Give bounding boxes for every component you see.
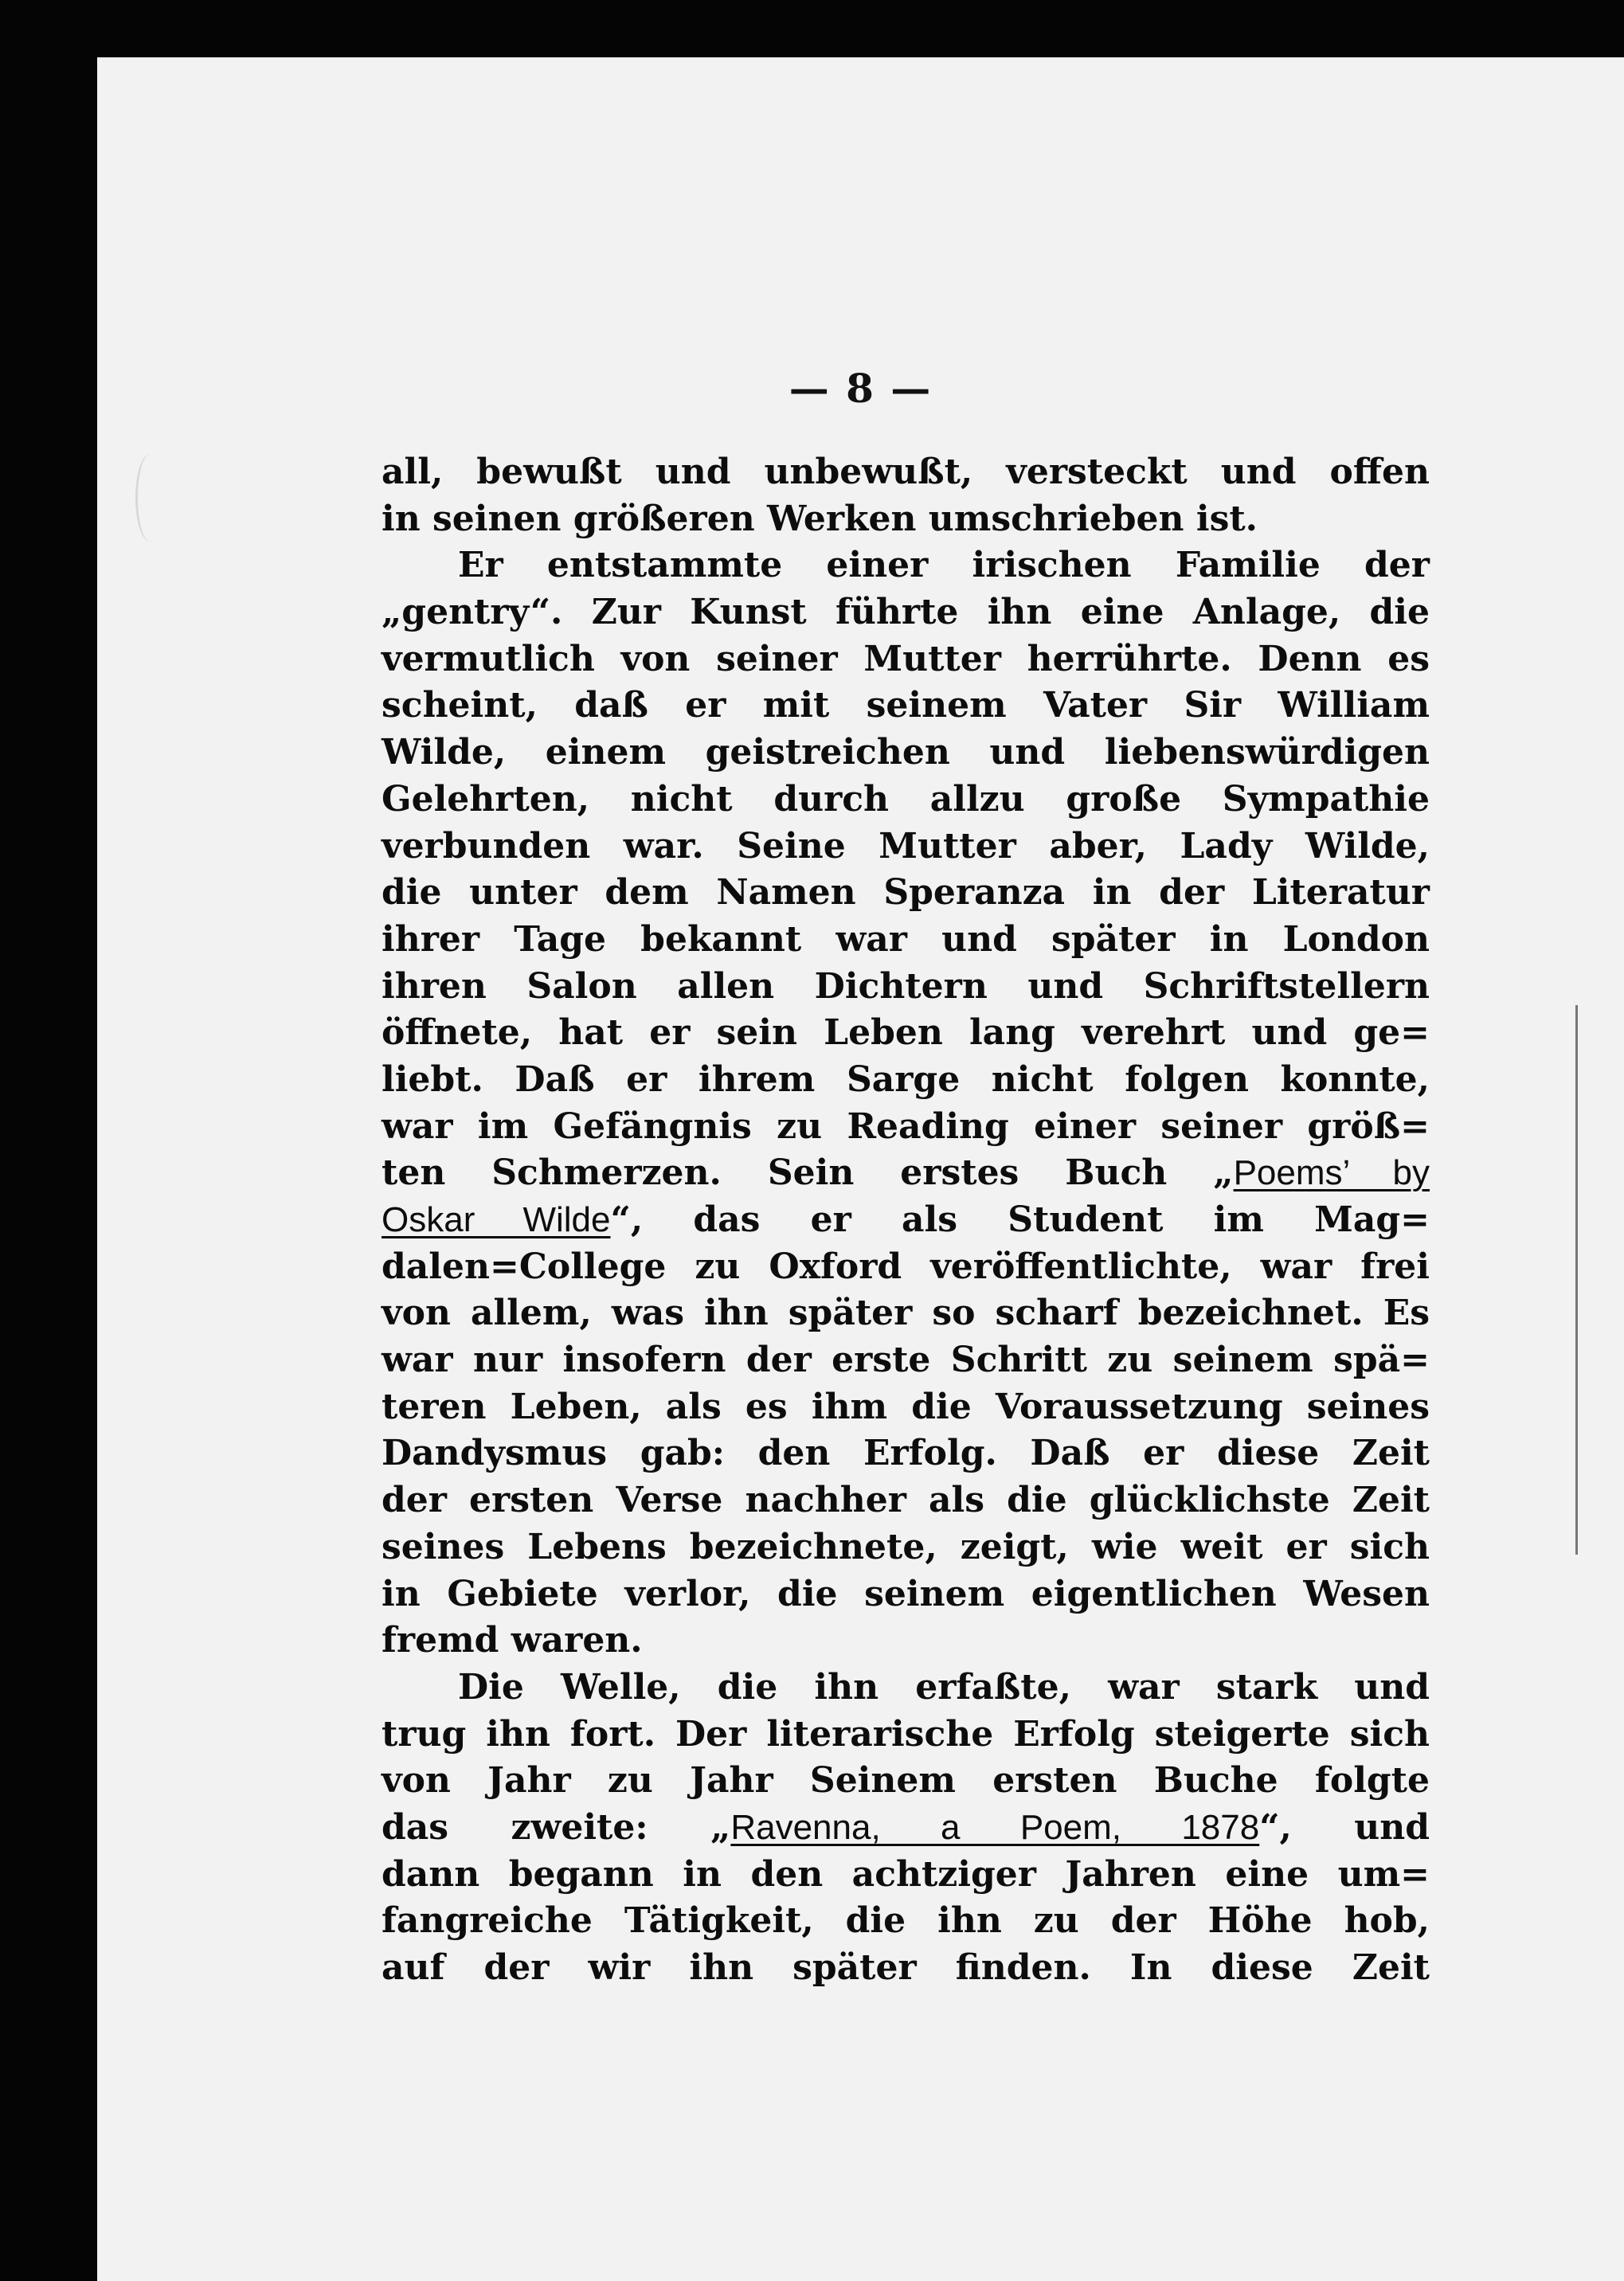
body-text	[382, 449, 1430, 1992]
underlined-book-title: Poems’ by	[1233, 1153, 1430, 1193]
text-line: trug ihn fort. Der literarische Erfolg steigerte sich	[382, 1713, 1430, 1755]
page-edge-shadow	[1575, 1005, 1578, 1555]
text-line: dann begann in den achtziger Jahren eine um=	[382, 1853, 1430, 1895]
text-line: von Jahr zu Jahr Seinem ersten Buche folgte	[382, 1760, 1430, 1802]
text-line: Wilde, einem geistreichen und liebenswürdigen	[382, 732, 1430, 773]
text-line: teren Leben, als es ihm die Voraussetzung seines	[382, 1386, 1430, 1427]
text-line: war im Gefängnis zu Reading einer seiner größ=	[382, 1105, 1430, 1147]
text-line: all, bewußt und unbewußt, versteckt und offen	[382, 452, 1430, 492]
text-segment: ten Schmerzen. Sein erstes Buch „	[382, 1152, 1234, 1194]
text-line: die unter dem Namen Speranza in der Literatur	[382, 872, 1430, 914]
text-line: Er entstammte einer irischen Familie der	[458, 545, 1430, 586]
text-segment: “, und	[1259, 1806, 1430, 1848]
text-line	[382, 1805, 1430, 1852]
book-page	[97, 57, 1624, 2281]
text-segment: “, das er als Student im Mag=	[610, 1199, 1430, 1240]
page-number: — 8 —	[789, 365, 933, 412]
text-line: auf der wir ihn später finden. In diese Zeit	[382, 1947, 1430, 1988]
text-line: fangreiche Tätigkeit, die ihn zu der Höhe hob,	[382, 1900, 1430, 1942]
text-line: seines Lebens bezeichnete, zeigt, wie weit er sich	[382, 1526, 1430, 1567]
text-line: der ersten Verse nachher als die glücklichste Zeit	[382, 1480, 1430, 1521]
text-line: ihrer Tage bekannt war und später in London	[382, 918, 1430, 960]
text-line: fremd waren.	[382, 1620, 643, 1661]
text-line: Dandysmus gab: den Erfolg. Daß er diese Zeit	[382, 1433, 1430, 1474]
text-line: dalen=College zu Oxford veröffentlichte, war frei	[382, 1246, 1430, 1287]
underlined-book-title: Ravenna, a Poem, 1878	[730, 1807, 1260, 1847]
text-segment: das zweite: „	[382, 1806, 731, 1848]
scan-artifact-arc	[135, 454, 165, 542]
text-line: war nur insofern der erste Schritt zu seinem spä=	[382, 1340, 1430, 1381]
text-line: von allem, was ihn später so scharf bezeichnet. Es	[382, 1293, 1430, 1334]
text-line: in seinen größeren Werken umschrieben ist.	[382, 498, 1258, 539]
text-line: „gentry“. Zur Kunst führte ihn eine Anlage, die	[382, 592, 1430, 633]
text-line: ihren Salon allen Dichtern und Schriftstellern	[382, 965, 1430, 1007]
text-line: in Gebiete verlor, die seinem eigentlichen Wesen	[382, 1573, 1430, 1614]
text-line	[382, 1150, 1430, 1197]
text-line	[382, 1197, 1430, 1244]
underlined-book-title: Oskar Wilde	[382, 1200, 611, 1239]
text-line: vermutlich von seiner Mutter herrührte. Denn es	[382, 638, 1430, 679]
text-line: Die Welle, die ihn erfaßte, war stark und	[458, 1666, 1430, 1708]
text-line: scheint, daß er mit seinem Vater Sir William	[382, 685, 1430, 726]
text-line: liebt. Daß er ihrem Sarge nicht folgen konnte,	[382, 1058, 1430, 1100]
text-line: öffnete, hat er sein Leben lang verehrt und ge=	[382, 1012, 1430, 1054]
text-line: Gelehrten, nicht durch allzu große Sympathie	[382, 778, 1430, 820]
text-line: verbunden war. Seine Mutter aber, Lady Wilde,	[382, 825, 1430, 867]
